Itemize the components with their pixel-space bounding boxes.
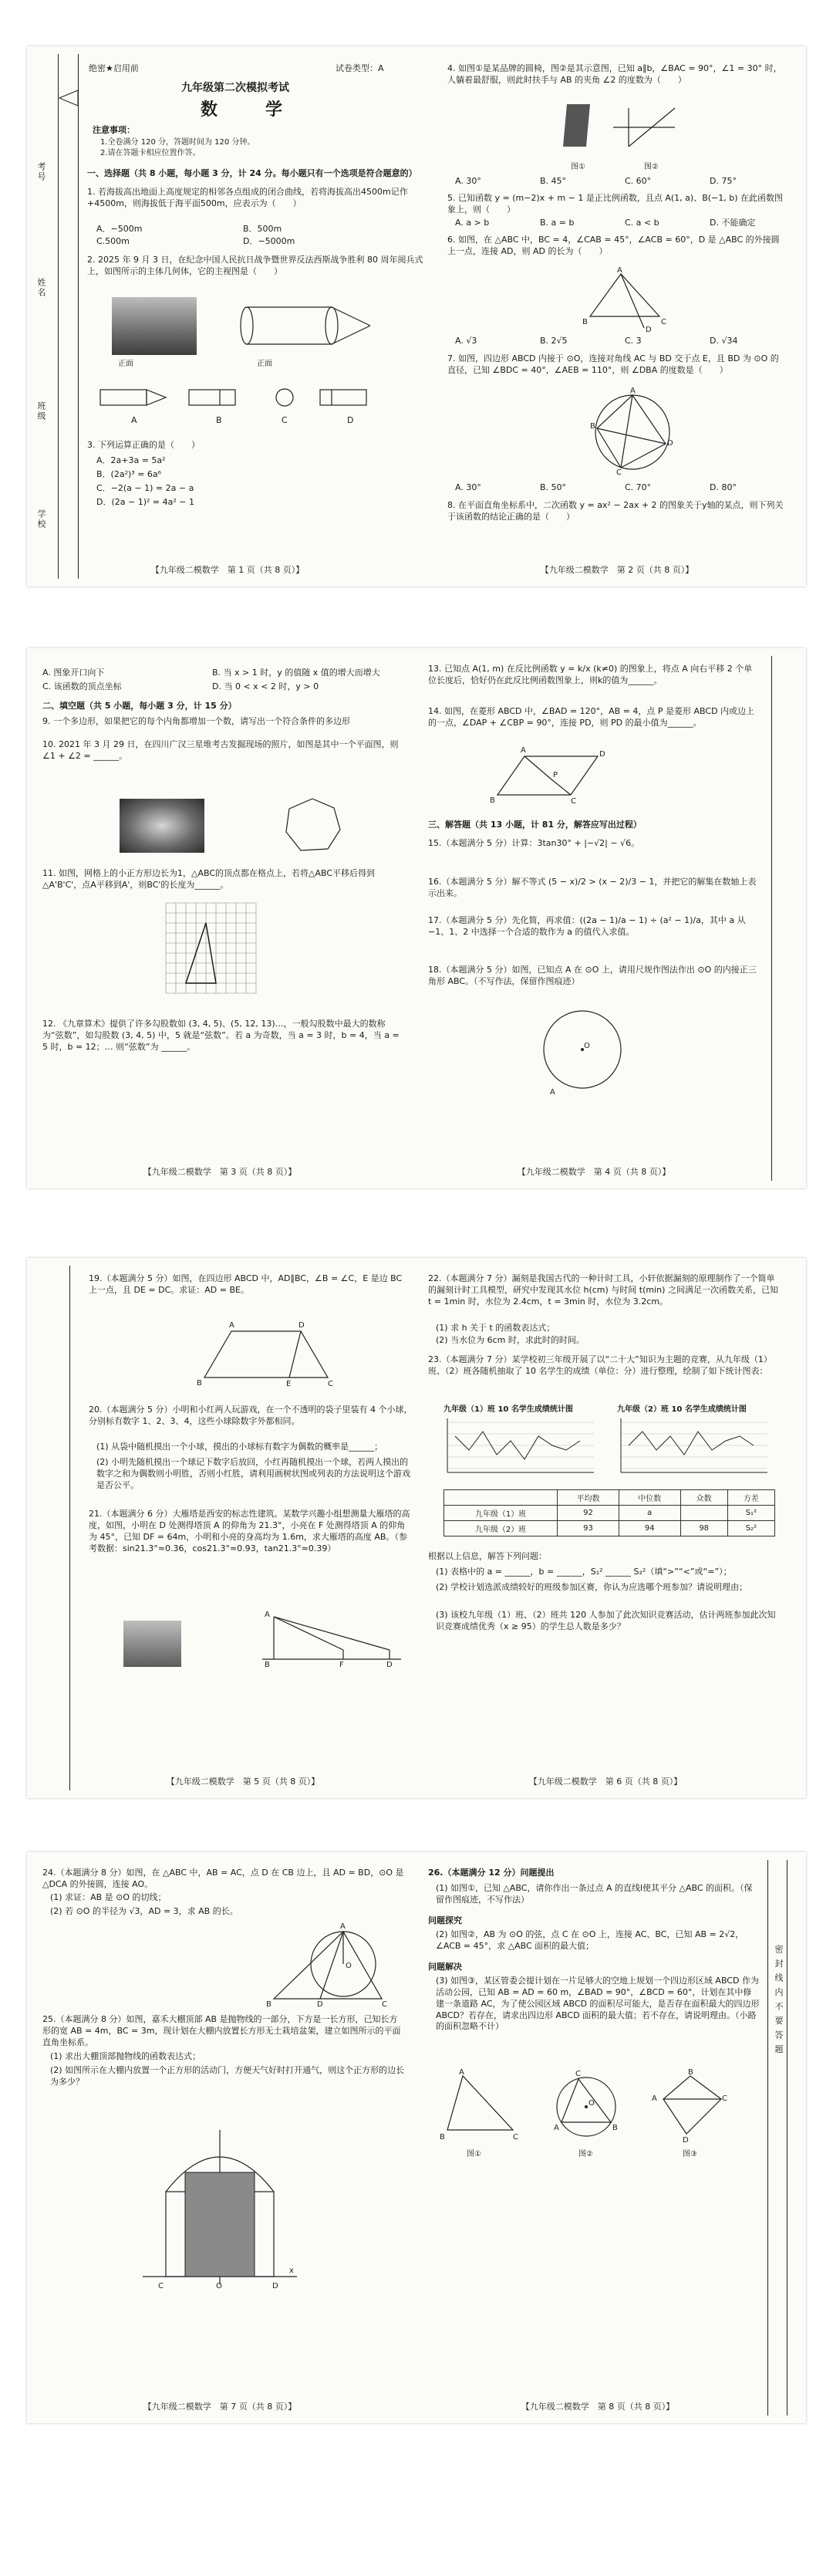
svg-text:O: O	[216, 2282, 222, 2290]
circle-figure	[536, 1003, 629, 1096]
question-26-part: (2) 如图②，AB 为 ⊙O 的弦，点 C 在 ⊙O 上，连接 AC、BC，已知 AB = 2√2，∠ACB = 45°，求 △ABC 面积的最大值；	[436, 1929, 744, 1951]
option-letter: D	[347, 415, 354, 425]
svg-text:C: C	[722, 2094, 727, 2103]
svg-text:C: C	[328, 1380, 333, 1388]
option-d-figure	[320, 386, 390, 409]
figure-caption: 图①	[467, 2150, 481, 2158]
svg-text:C: C	[661, 318, 666, 326]
question-23-intro: 根据以上信息，解答下列问题：	[428, 1551, 547, 1561]
rhombus-figure	[490, 746, 605, 806]
exam-sheet-4	[27, 1852, 806, 2423]
table-row	[444, 1506, 775, 1521]
svg-text:O: O	[588, 2099, 595, 2108]
svg-text:B: B	[688, 2068, 693, 2077]
binding-line	[69, 1266, 70, 1790]
svg-text:A: A	[617, 266, 622, 275]
sidebar-char: 不	[774, 2002, 784, 2012]
question-17: 17.（本题满分 5 分）先化简，再求值：((2a − 1)/a − 1) ÷ (a² − 1)/a，其中 a 从 −1、1、2 中选择一个合适的数作为 a 的值代入求值。	[428, 915, 746, 937]
option: A. 图象开口向下	[42, 668, 105, 678]
svg-text:O: O	[346, 1962, 352, 1970]
svg-text:D: D	[667, 439, 673, 448]
svg-text:A: A	[554, 2124, 559, 2132]
table-header-row	[444, 1490, 775, 1506]
option: B. 当 x > 1 时，y 的值随 x 值的增大而增大	[212, 668, 380, 678]
question-14: 14. 如图，在菱形 ABCD 中，∠BAD = 120°，AB = 4，点 P 是菱形 ABCD 内或边上的一点，∠DAP + ∠CBP = 90°，连接 PD，则 PD 的最小值为______。	[428, 706, 755, 728]
chart-title: 九年级（2）班 10 名学生成绩统计图	[617, 1405, 747, 1414]
paper-type: 试卷类型：A	[336, 63, 384, 73]
svg-text:D: D	[317, 2000, 323, 2009]
note-item: 1.全卷满分 120 分，答题时间为 120 分钟。	[100, 138, 255, 147]
table-cell: 98	[680, 1521, 727, 1536]
option: D. 不能确定	[710, 218, 756, 228]
fig-3-quadrilateral	[648, 2068, 733, 2145]
option: A. 30°	[455, 176, 481, 186]
table-header: 平均数	[558, 1490, 619, 1506]
tangent-circle-figure	[266, 1922, 390, 2009]
svg-text:B: B	[440, 2133, 445, 2142]
triangle-figure	[575, 266, 683, 334]
option: C. a < b	[625, 218, 659, 228]
svg-text:x: x	[289, 2267, 294, 2275]
question-24-part: (2) 若 ⊙O 的半径为 √3，AD = 3，求 AB 的长。	[50, 1906, 238, 1916]
svg-text:D: D	[646, 326, 652, 334]
sidebar-label-kaohao: 考号	[36, 162, 46, 182]
svg-text:B: B	[197, 1379, 202, 1388]
figure-caption: 图①	[571, 163, 585, 171]
svg-text:D: D	[298, 1321, 305, 1330]
question-9: 9. 一个多边形，如果把它的每个内角都增加一个数，请写出一个符合条件的多边形	[42, 716, 350, 726]
question-22-part: (1) 求 h 关于 t 的函数表达式；	[436, 1323, 555, 1333]
option-letter: C	[282, 415, 288, 425]
question-24: 24.（本题满分 8 分）如图，在 △ABC 中，AB = AC，点 D 在 CB 边上，且 AD = BD，⊙O 是 △DCA 的外接圆，连接 AO。	[42, 1868, 404, 1889]
svg-text:A: A	[340, 1922, 346, 1931]
question-26-part: (3) 如图③，某区管委会提计划在一片足够大的空地上规划一个四边形区域 ABCD 作为活动公园，已知 AB = AD = 60 m，∠BAD = 90°，∠BCD = 60°，计划在其中修建一条道路 AC，为了使公园区域 ABCD 的面积尽可能大，是否存在面积最大的四边形 ABCD？若存在，请求出四边形 ABCD 面积的最大值；若不存在，请说明理由。（小路的面积忽略不计）	[436, 1976, 760, 2032]
page-footer: 【九年级二模数学 第 4 页（共 8 页）】	[517, 1167, 671, 1177]
option: C. 3	[625, 336, 642, 346]
question-18: 18.（本题满分 5 分）如图，已知点 A 在 ⊙O 上，请用尺规作图法作出 ⊙O 的内接正三角形 ABC。（不写作法，保留作图痕迹）	[428, 965, 757, 986]
svg-text:O: O	[584, 1042, 590, 1050]
table-header: 众数	[680, 1490, 727, 1506]
svg-text:D: D	[272, 2282, 278, 2290]
exam-sheet-2	[27, 648, 806, 1188]
question-5: 5. 已知函数 y = (m−2)x + m − 1 是正比例函数，且点 A(1, a)、B(−1, b) 在此函数图象上，则（ ）	[447, 193, 784, 215]
question-20-part: (1) 从袋中随机摸出一个小球，摸出的小球标有数字为偶数的概率是______；	[96, 1442, 383, 1452]
pagoda-photo	[123, 1621, 181, 1667]
svg-text:C: C	[571, 797, 576, 806]
table-header: 中位数	[619, 1490, 680, 1506]
sidebar-label-class: 班级	[36, 401, 46, 421]
option: B. 2√5	[540, 336, 568, 346]
binding-line	[78, 54, 79, 579]
option: A．2a+3a = 5a²	[96, 455, 166, 465]
figure-caption: 正面	[118, 360, 133, 368]
notes-title: 注意事项：	[93, 125, 135, 135]
page-footer: 【九年级二模数学 第 3 页（共 8 页）】	[143, 1167, 297, 1177]
question-22-part: (2) 当水位为 6cm 时，求此时的时间。	[436, 1335, 585, 1345]
svg-text:A: A	[521, 746, 526, 755]
question-6: 6. 如图，在 △ABC 中，BC = 4，∠CAB = 45°，∠ACB = 60°，D 是 △ABC 的外接圆上一点，连接 AD，则 AD 的长为（ ）	[447, 235, 780, 256]
table-cell: 九年级（1）班	[444, 1506, 558, 1521]
sidebar-char: 内	[774, 1987, 784, 1998]
svg-text:F: F	[339, 1661, 344, 1669]
class2-line-chart	[613, 1418, 775, 1480]
chart-title: 九年级（1）班 10 名学生成绩统计图	[443, 1405, 573, 1414]
table-cell: a	[619, 1506, 680, 1521]
svg-text:A: A	[630, 387, 636, 395]
question-12: 12. 《九章算术》提供了许多勾股数如 (3, 4, 5)、(5, 12, 13)…，一般勾股数中最大的数称为“弦数”，如勾股数 (3, 4, 5) 中，5 就是“弦数”。若 a 为奇数，当 a = 3 时，b = 4，当 a = 5 时，b = 12；… 则“弦数”为 ______。	[42, 1019, 400, 1052]
fig-2-circle	[548, 2068, 625, 2145]
option: C．−2(a − 1) = 2a − a	[96, 483, 194, 493]
binding-triangle-icon	[58, 89, 81, 112]
page-footer: 【九年级二模数学 第 1 页（共 8 页）】	[150, 565, 305, 575]
page-footer: 【九年级二模数学 第 5 页（共 8 页）】	[166, 1776, 320, 1787]
sidebar-label-school: 学校	[36, 509, 46, 529]
svg-text:A: A	[550, 1088, 555, 1097]
option-a-figure	[100, 386, 170, 409]
option: D. √34	[710, 336, 738, 346]
page-footer: 【九年级二模数学 第 6 页（共 8 页）】	[528, 1776, 683, 1787]
sidebar-warning	[772, 1945, 784, 2055]
table-cell: 94	[619, 1521, 680, 1536]
option: C. 60°	[625, 176, 652, 186]
svg-text:C: C	[513, 2133, 518, 2142]
page-footer: 【九年级二模数学 第 8 页（共 8 页）】	[521, 2402, 675, 2412]
inscribed-quad-figure	[590, 387, 683, 477]
exam-sheet-3	[27, 1258, 806, 1798]
sanxingdui-photo	[120, 799, 204, 853]
option: A. a > b	[455, 218, 490, 228]
table-row	[444, 1521, 775, 1536]
fig-1-triangle	[440, 2068, 524, 2145]
grid-figure	[166, 903, 266, 1003]
question-19: 19.（本题满分 5 分）如图，在四边形 ABCD 中，AD∥BC，∠B = ∠C，E 是边 BC 上一点，且 DE = DC。求证：AD = BE。	[89, 1273, 403, 1295]
question-13: 13. 已知点 A(1, m) 在反比例函数 y = k/x (k≠0) 的图象上，将点 A 向右平移 2 个单位长度后，恰好仍在此反比例函数图象上，则k的值为______。	[428, 664, 753, 685]
sidebar-char: 线	[774, 1973, 784, 1983]
question-20-part: (2) 小明先随机摸出一个球记下数字后放回，小红再随机摸出一个球，若两人摸出的数字之和为偶数则小明胜，否则小红胜，请利用画树状图或列表的方法说明这个游戏是否公平。	[96, 1457, 410, 1490]
option: B．(2a²)³ = 6a⁶	[96, 469, 162, 479]
option: C.500m	[96, 236, 130, 246]
question-22: 22.（本题满分 7 分）漏刻是我国古代的一种计时工具，小轩依据漏刻的原理制作了一个简单的漏刻计时工具模型，研究中发现其水位 h(cm) 与时间 t(min) 之间满足一次函数关系，已知 t = 1min 时，水位为 2.4cm，t = 3min 时，水位为 3.2cm。	[428, 1273, 778, 1307]
binding-line	[767, 1860, 768, 2415]
polygon-figure	[282, 795, 343, 857]
option: D．(2a − 1)² = 4a² − 1	[96, 497, 194, 507]
option: B．500m	[243, 224, 282, 234]
table-cell: 九年级（2）班	[444, 1521, 558, 1536]
question-16: 16.（本题满分 5 分）解不等式 (5 − x)/2 > (x − 2)/3 − 1，并把它的解集在数轴上表示出来。	[428, 877, 757, 898]
binding-line	[58, 54, 59, 579]
trapezoid-figure	[197, 1321, 336, 1389]
class1-line-chart	[440, 1418, 602, 1480]
question-24-part: (1) 求证：AB 是 ⊙O 的切线；	[50, 1892, 167, 1902]
page-footer: 【九年级二模数学 第 7 页（共 8 页）】	[143, 2402, 297, 2412]
figure-caption: 正面	[257, 360, 272, 368]
option: B. 45°	[540, 176, 567, 186]
section-heading: 三、解答题（共 13 小题，计 81 分，解答应写出过程）	[428, 820, 642, 830]
svg-text:A: A	[652, 2094, 657, 2103]
option: B. a = b	[540, 218, 575, 228]
sidebar-char: 要	[774, 2016, 784, 2027]
question-1: 1. 若海拔高出地面上高度规定的相邻各点组成的闭合曲线，若将海拔高出4500m记作+4500m，则海拔低于海平面500m，应表示为（ ）	[87, 187, 408, 208]
table-cell	[680, 1506, 727, 1521]
svg-text:D: D	[599, 750, 605, 759]
table-header	[444, 1490, 558, 1506]
question-26: 26.（本题满分 12 分）问题提出	[428, 1868, 555, 1878]
svg-text:A: A	[265, 1611, 270, 1619]
figure-caption: 图③	[683, 2150, 697, 2158]
score-line	[629, 1432, 754, 1455]
page-footer: 【九年级二模数学 第 2 页（共 8 页）】	[540, 565, 694, 575]
svg-text:D: D	[683, 2136, 689, 2145]
question-26-subtitle: 问题探究	[428, 1915, 462, 1925]
svg-text:C: C	[158, 2282, 164, 2290]
svg-text:B: B	[266, 2000, 271, 2009]
table-cell: S₁²	[727, 1506, 774, 1521]
svg-text:C: C	[575, 2070, 581, 2078]
sidebar-char: 题	[774, 2044, 784, 2055]
svg-text:B: B	[490, 796, 495, 805]
svg-text:A: A	[459, 2068, 464, 2077]
option: C. 该函数的顶点坐标	[42, 681, 122, 691]
greenhouse-figure	[143, 2130, 297, 2292]
option: A. 30°	[455, 482, 481, 492]
sidebar-char: 答	[774, 2030, 784, 2040]
option-c-figure	[274, 386, 297, 409]
question-23-part: (1) 表格中的 a = ______，b = ______，S₁² ______ S₂²（填“>”“<”或“=”）；	[436, 1567, 732, 1577]
svg-text:E: E	[286, 1380, 292, 1388]
question-26-part: (1) 如图①，已知 △ABC，请你作出一条过点 A 的直线l使其平分 △ABC 的面积。（保留作图痕迹，不写作法）	[436, 1883, 753, 1905]
question-11: 11. 如图，网格上的小正方形边长为1，△ABC的顶点都在格点上，若将△ABC平移后得到△A'B'C'，点A平移到A'，则BC'的长度为______。	[42, 868, 376, 890]
question-26-subtitle: 问题解决	[428, 1962, 462, 1972]
svg-text:B: B	[590, 422, 595, 431]
solid-figure	[239, 301, 378, 363]
question-25: 25.（本题满分 8 分）如图，嘉禾大棚顶部 AB 是抛物线的一部分，下方是一长方形，已知长方形的宽 AB = 4m，BC = 3m，现计划在大棚内放置长方形无土栽培盆架，建立如图所示的平面直角坐标系。	[42, 2014, 401, 2047]
svg-text:P: P	[553, 771, 558, 779]
svg-text:C: C	[616, 468, 622, 477]
section-heading: 二、填空题（共 5 小题，每小题 3 分，计 15 分）	[42, 701, 237, 711]
table-cell: 92	[558, 1506, 619, 1521]
stats-table	[443, 1489, 775, 1536]
question-25-part: (1) 求出大棚顶部抛物线的函数表达式；	[50, 2051, 201, 2061]
figure-caption: 图②	[578, 2150, 593, 2158]
question-3: 3. 下列运算正确的是（ ）	[87, 440, 200, 450]
note-item: 2.请在答题卡相应位置作答。	[100, 149, 201, 157]
svg-text:B: B	[582, 318, 588, 326]
option: C. 70°	[625, 482, 652, 492]
table-cell: S₂²	[727, 1521, 774, 1536]
question-15: 15.（本题满分 5 分）计算：3tan30° + |−√2| − √6。	[428, 838, 640, 848]
svg-text:A: A	[229, 1321, 234, 1330]
secret-label: 绝密★启用前	[89, 63, 139, 73]
question-25-part: (2) 如图所示在大棚内放置一个正方形的活动门，方便天气好时打开通气，则这个正方形的边长为多少？	[50, 2065, 405, 2087]
binding-line	[771, 656, 772, 1181]
parade-photo	[112, 297, 197, 355]
sidebar-label-name: 姓名	[36, 278, 46, 298]
subject-title: 数 学	[201, 100, 298, 120]
section-heading: 一、选择题（共 8 小题，每小题 3 分，计 24 分。每小题只有一个选项是符合题意的）	[87, 168, 417, 178]
option: B. 50°	[540, 482, 567, 492]
option: A. √3	[455, 336, 477, 346]
svg-text:B: B	[265, 1661, 270, 1669]
question-7: 7. 如图，四边形 ABCD 内接于 ⊙O，连接对角线 AC 与 BD 交于点 E，且 BD 为 ⊙O 的直径，已知 ∠BDC = 40°，∠AEB = 110°，则 ∠DBA 的度数是（ ）	[447, 353, 779, 375]
option-b-figure	[189, 386, 258, 409]
svg-text:C: C	[382, 2000, 387, 2009]
svg-text:D: D	[386, 1661, 393, 1669]
table-header: 方差	[727, 1490, 774, 1506]
question-20: 20.（本题满分 5 分）小明和小红两人玩游戏，在一个不透明的袋子里装有 4 个小球，分别标有数字 1、2、3、4，这些小球除数字外都相同。	[89, 1405, 413, 1426]
table-cell: 93	[558, 1521, 619, 1536]
question-23-part: (2) 学校计划选派成绩较好的班级参加区赛，你认为应选哪个班参加？请说明理由；	[436, 1582, 748, 1592]
option: D. 80°	[710, 482, 737, 492]
option: D．−5000m	[243, 236, 295, 246]
option: D. 当 0 < x < 2 时，y > 0	[212, 681, 319, 691]
sidebar-char: 密	[774, 1945, 784, 1955]
question-10: 10. 2021 年 3 月 29 日，在四川广汉三星堆考古发掘现场的照片，如图是其中一个平面图，则∠1 + ∠2 = ______。	[42, 739, 399, 761]
option-letter: B	[216, 415, 222, 425]
figure-caption: 图②	[644, 163, 659, 171]
question-2: 2. 2025 年 9 月 3 日，在纪念中国人民抗日战争暨世界反法西斯战争胜利 80 周年阅兵式上，如图所示的主体几何体，它的主视图是（ ）	[87, 255, 423, 276]
option: A．−500m	[96, 224, 143, 234]
exam-sheet-1	[27, 46, 806, 587]
exam-title: 九年级第二次模拟考试	[181, 82, 289, 94]
question-8: 8. 在平面直角坐标系中，二次函数 y = ax² − 2ax + 2 的图象关于y轴的某点，则下列关于该函数的结论正确的是（ ）	[447, 500, 784, 522]
elevation-figure	[258, 1613, 405, 1667]
question-4: 4. 如图①是某品牌的圆椅，图②是其示意图，已知 a∥b，∠BAC = 90°，∠1 = 30° 时，人躺着最舒服，则此时扶手与 AB 的夹角 ∠2 的度数为（ ）	[447, 63, 782, 85]
option-letter: A	[131, 415, 137, 425]
question-21: 21.（本题满分 6 分）大雁塔是西安的标志性建筑。某数学兴趣小组想测量大雁塔的高度，如图，小明在 D 处测得塔顶 A 的仰角为 21.3°，小亮在 F 处测得塔顶 A 的仰角为 45°，已知 DF = 64m，小明和小亮的身高均为 1.6m，求大雁塔的高度 AB。（参考数据：sin21.3°≈0.36，cos21.3°≈0.93，tan21.3°≈0.39）	[89, 1509, 410, 1553]
question-23: 23.（本题满分 7 分）某学校初三年级开展了以“二十大”知识为主题的竞赛，从九年级（1）班、（2）班各随机抽取了 10 名学生的成绩（单位：分）进行整理，绘制了如下统计图表：	[428, 1354, 772, 1376]
option: D. 75°	[710, 176, 737, 186]
chair-figure	[559, 100, 713, 158]
question-23-part: (3) 该校九年级（1）班、（2）班共 120 人参加了此次知识竞赛活动，估计两班参加此次知识竞赛成绩优秀（x ≥ 95）的学生总人数是多少？	[436, 1610, 776, 1631]
sidebar-char: 封	[774, 1959, 784, 1969]
svg-text:B: B	[612, 2124, 618, 2132]
